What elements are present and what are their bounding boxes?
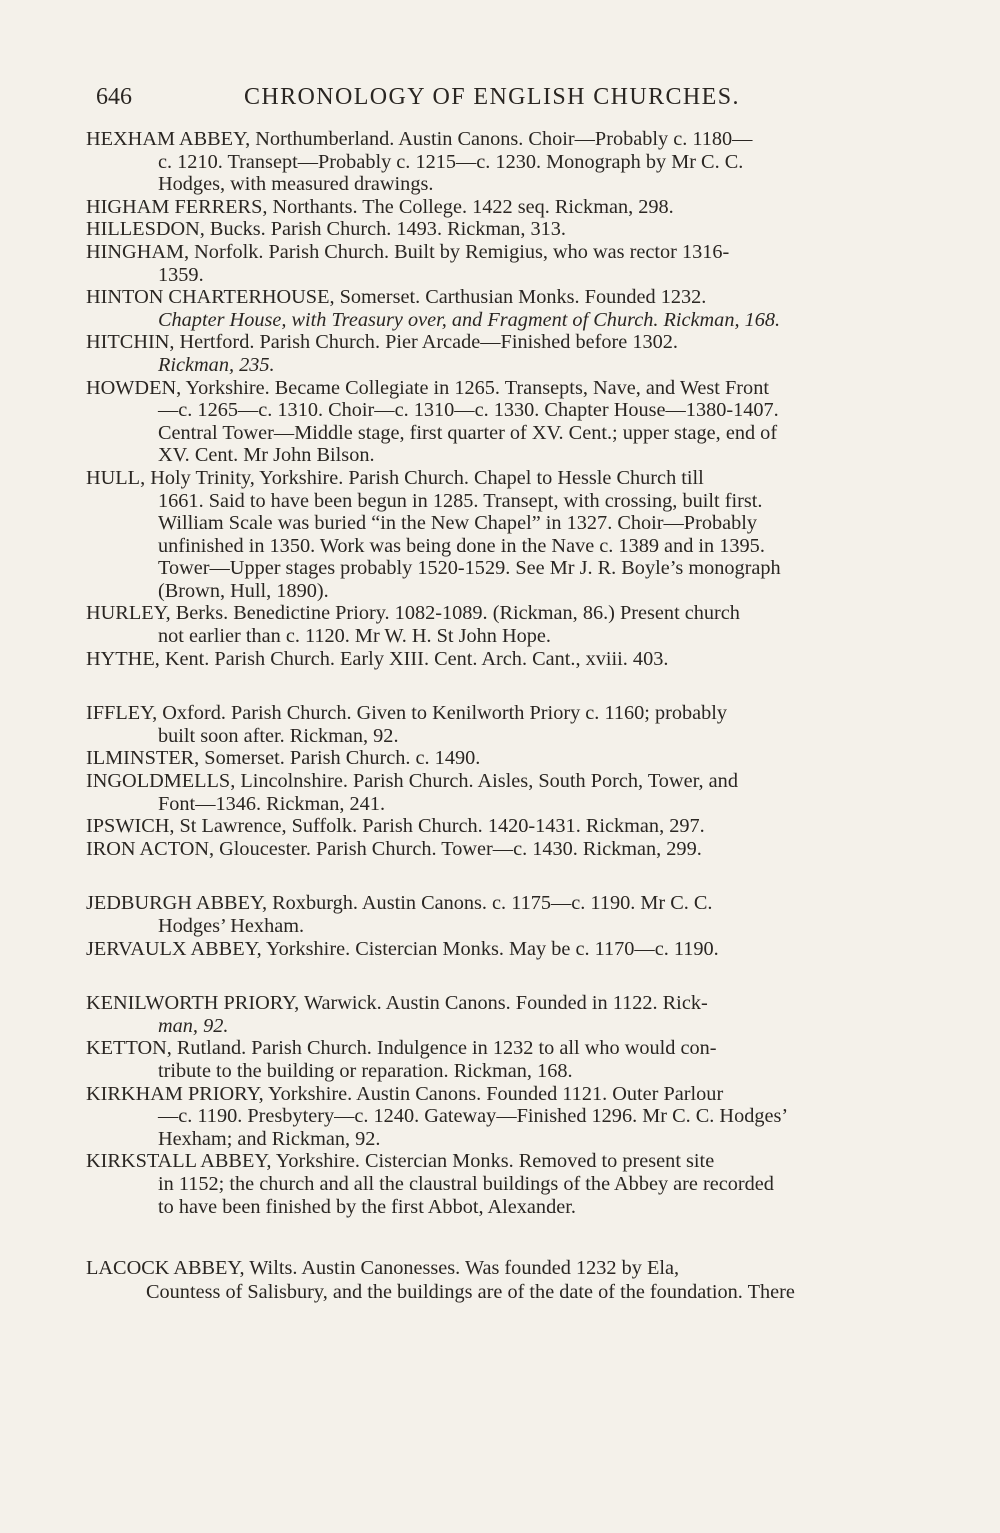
entry-kirkstall-abbey: KIRKSTALL ABBEY, Yorkshire. Cistercian Monks. Removed to present site in 1152; the church and all the claustral buildings of the Abbey are recorded to have been finished by the first Abbot, Alexander. <box>86 1150 774 1218</box>
entry-hinton-charterhouse: HINTON CHARTERHOUSE, Somerset. Carthusian Monks. Founded 1232. Chapter House, with Treasury over, and Fragment of Church. Rickman, 168. <box>86 286 781 331</box>
entry-ipswich: IPSWICH, St Lawrence, Suffolk. Parish Church. 1420-1431. Rickman, 297. <box>86 815 705 838</box>
entry-hingham: HINGHAM, Norfolk. Parish Church. Built by Remigius, who was rector 1316- 1359. <box>86 240 730 286</box>
entry-jervaulx-abbey: JERVAULX ABBEY, Yorkshire. Cistercian Monks. May be c. 1170—c. 1190. <box>86 937 719 960</box>
entry-kenilworth-priory: KENILWORTH PRIORY, Warwick. Austin Canons. Founded in 1122. Rick- man, 92. <box>86 992 708 1037</box>
section-gap <box>86 1218 928 1250</box>
entry-hexham-abbey: HEXHAM ABBEY, Northumberland. Austin Canons. Choir—Probably c. 1180— c. 1210. Transept—Probably c. 1215—c. 1230. Monograph by Mr C. C. Hodges, with measured drawings. <box>86 128 753 196</box>
running-title: CHRONOLOGY OF ENGLISH CHURCHES. <box>244 84 740 110</box>
entry-jedburgh-abbey: JEDBURGH ABBEY, Roxburgh. Austin Canons. c. 1175—c. 1190. Mr C. C. Hodges’ Hexham. <box>86 892 713 937</box>
entry-ketton: KETTON, Rutland. Parish Church. Indulgence in 1232 to all who would con- tribute to the building or reparation. Rickman, 168. <box>86 1037 717 1082</box>
entry-ilminster: ILMINSTER, Somerset. Parish Church. c. 1490. <box>86 747 481 770</box>
entry-ingoldmells: INGOLDMELLS, Lincolnshire. Parish Church. Aisles, South Porch, Tower, and Font—1346. Rickman, 241. <box>86 770 738 815</box>
entry-howden: HOWDEN, Yorkshire. Became Collegiate in 1265. Transepts, Nave, and West Front —c. 1265—c. 1310. Choir—c. 1310—c. 1330. Chapter House—1380-1407. Central Tower—Middle stage, first quarter of XV. Cent.; upper stage, end of XV. Cent. Mr John Bilson. <box>86 376 779 467</box>
entry-kirkham-priory: KIRKHAM PRIORY, Yorkshire. Austin Canons. Founded 1121. Outer Parlour —c. 1190. Presbytery—c. 1240. Gateway—Finished 1296. Mr C. C. Hodges’ Hexham; and Rickman, 92. <box>86 1082 789 1150</box>
section-gap <box>86 670 928 702</box>
entry-hull: HULL, Holy Trinity, Yorkshire. Parish Church. Chapel to Hessle Church till 1661. Said to have been begun in 1285. Transept, with crossing, built first. William Scale was buried “in the New Chapel” in 1327. Choir—Probably unfinished in 1350. Work was being done in the Nave c. 1389 and in 1395. Tower—Upper stages probably 1520-1529. See Mr J. R. Boyle’s monograph (Brown, Hull, 1890). <box>86 466 781 602</box>
entry-hurley: HURLEY, Berks. Benedictine Priory. 1082-1089. (Rickman, 86.) Present church not earlier than c. 1120. Mr W. H. St John Hope. <box>86 602 740 648</box>
entry-iron-acton: IRON ACTON, Gloucester. Parish Church. Tower—c. 1430. Rickman, 299. <box>86 837 702 860</box>
entry-list <box>86 128 928 1304</box>
entry-iffley: IFFLEY, Oxford. Parish Church. Given to Kenilworth Priory c. 1160; probably built soon after. Rickman, 92. <box>86 702 728 747</box>
running-head <box>86 78 928 118</box>
entry-lacock-abbey: LACOCK ABBEY, Wilts. Austin Canonesses. Was founded 1232 by Ela, Countess of Salisbury, and the buildings are of the date of the foundation. There <box>86 1257 795 1304</box>
entry-higham-ferrers: HIGHAM FERRERS, Northants. The College. 1422 seq. Rickman, 298. <box>86 195 674 218</box>
entry-hillesdon: HILLESDON, Bucks. Parish Church. 1493. Rickman, 313. <box>86 218 566 241</box>
section-gap <box>86 960 928 992</box>
page-number: 646 <box>96 84 132 110</box>
entry-hitchin: HITCHIN, Hertford. Parish Church. Pier Arcade—Finished before 1302. Rickman, 235. <box>86 331 678 376</box>
section-gap <box>86 860 928 892</box>
entry-hythe: HYTHE, Kent. Parish Church. Early XIII. Cent. Arch. Cant., xviii. 403. <box>86 647 669 670</box>
